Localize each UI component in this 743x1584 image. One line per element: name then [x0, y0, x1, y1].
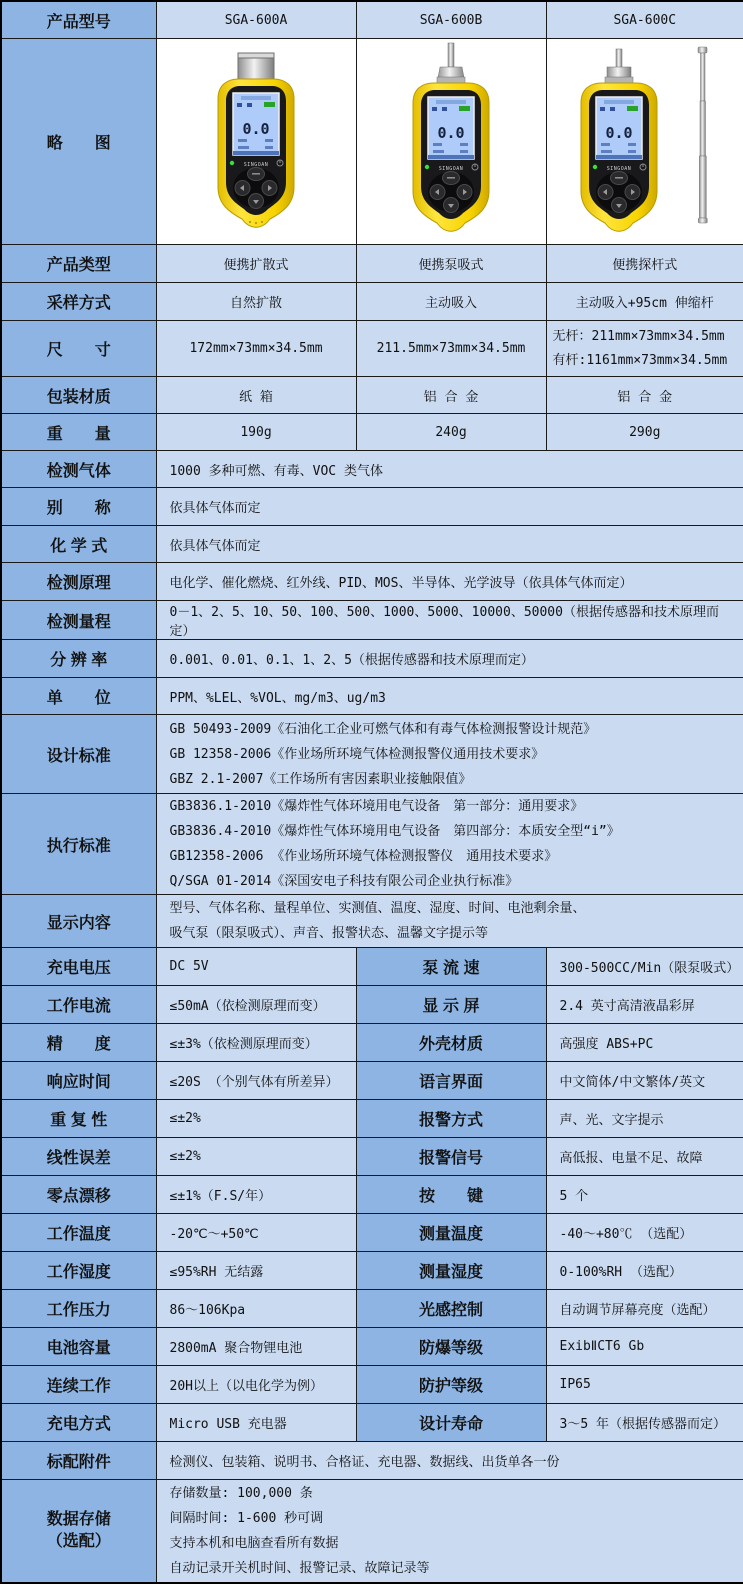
row-label: 分 辨 率 — [1, 640, 156, 678]
row-label: 电池容量 — [1, 1328, 156, 1366]
gas-detector-probe-icon — [560, 41, 730, 237]
row-label: 响应时间 — [1, 1062, 156, 1100]
table-row — [1, 1176, 743, 1214]
row-label: 工作压力 — [1, 1290, 156, 1328]
spec-value: DC 5V — [156, 948, 356, 986]
row-label: 设计寿命 — [356, 1404, 546, 1442]
row-label: 光感控制 — [356, 1290, 546, 1328]
spec-value: 依具体气体而定 — [156, 526, 743, 563]
standard-line: Q/SGA 01-2014《深国安电子科技有限公司企业执行标准》 — [169, 874, 519, 889]
spec-value: ≤20S （个别气体有所差异） — [156, 1062, 356, 1100]
display-content-line: 吸气泵（限泵吸式）、声音、报警状态、温馨文字提示等 — [169, 926, 489, 941]
spec-value: 240g — [356, 414, 546, 451]
spec-value: 211.5mm×73mm×34.5mm — [356, 321, 546, 377]
spec-value: 300-500CC/Min（限泵吸式） — [546, 948, 743, 986]
device-photo-sga-600b — [356, 39, 546, 245]
row-label: 执行标准 — [1, 794, 156, 895]
row-label: 检测量程 — [1, 601, 156, 640]
spec-value: 自然扩散 — [156, 283, 356, 321]
spec-value: 电化学、催化燃烧、红外线、PID、MOS、半导体、光学波导（依具体气体而定） — [156, 563, 743, 601]
storage-line: 存储数量: 100,000 条 — [169, 1486, 313, 1501]
row-label: 检测原理 — [1, 563, 156, 601]
spec-value: PPM、%LEL、%VOL、mg/m3、ug/m3 — [156, 678, 743, 715]
table-row — [1, 715, 743, 794]
table-row — [1, 451, 743, 488]
spec-value: 自动调节屏幕亮度（选配） — [546, 1290, 743, 1328]
table-row — [1, 794, 743, 895]
table-row-model — [1, 1, 743, 39]
spec-value: 172mm×73mm×34.5mm — [156, 321, 356, 377]
spec-value: 依具体气体而定 — [156, 488, 743, 526]
display-content-line: 型号、气体名称、量程单位、实测值、温度、湿度、时间、电池剩余量、 — [169, 901, 586, 916]
spec-value: 20H以上（以电化学为例） — [156, 1366, 356, 1404]
table-row — [1, 321, 743, 377]
dimension-with-rod: 有杆:1161mm×73mm×34.5mm — [552, 352, 728, 368]
spec-value: 290g — [546, 414, 743, 451]
brand-text: SINGOAN — [438, 166, 464, 172]
gas-detector-pump-icon — [376, 41, 526, 237]
row-label: 工作湿度 — [1, 1252, 156, 1290]
row-label: 语言界面 — [356, 1062, 546, 1100]
brand-text: SINGOAN — [606, 166, 632, 172]
spec-value: 0-100%RH （选配） — [546, 1252, 743, 1290]
row-label: 重 量 — [1, 414, 156, 451]
table-row — [1, 1290, 743, 1328]
model-a: SGA-600A — [156, 1, 356, 39]
screen-reading: 0.0 — [605, 124, 633, 142]
table-row — [1, 488, 743, 526]
spec-value: ≤±2% — [156, 1138, 356, 1176]
standard-line: GBZ 2.1-2007《工作场所有害因素职业接触限值》 — [169, 771, 472, 787]
spec-value: ≤±2% — [156, 1100, 356, 1138]
spec-value: 高低报、电量不足、故障 — [546, 1138, 743, 1176]
row-label: 显示内容 — [1, 895, 156, 948]
row-label: 防护等级 — [356, 1366, 546, 1404]
spec-value: -20℃～+50℃ — [156, 1214, 356, 1252]
row-label: 充电方式 — [1, 1404, 156, 1442]
model-b: SGA-600B — [356, 1, 546, 39]
spec-value: 便携泵吸式 — [356, 245, 546, 283]
spec-value: 检测仪、包装箱、说明书、合格证、充电器、数据线、出货单各一份 — [156, 1442, 743, 1480]
spec-value — [156, 895, 743, 948]
row-label: 防爆等级 — [356, 1328, 546, 1366]
storage-line: 间隔时间: 1-600 秒可调 — [169, 1511, 324, 1526]
spec-value: ≤±1%（F.S/年） — [156, 1176, 356, 1214]
spec-value: 便携扩散式 — [156, 245, 356, 283]
table-row — [1, 640, 743, 678]
spec-value — [156, 715, 743, 794]
row-label: 充电电压 — [1, 948, 156, 986]
row-label: 显 示 屏 — [356, 986, 546, 1024]
standard-line: GB 12358-2006《作业场所环境气体检测报警仪通用技术要求》 — [169, 746, 545, 762]
table-row — [1, 1024, 743, 1062]
spec-value: 2800mA 聚合物锂电池 — [156, 1328, 356, 1366]
standard-line: GB3836.4-2010《爆炸性气体环境用电气设备 第四部分：本质安全型“i”》 — [169, 824, 620, 839]
row-label: 线性误差 — [1, 1138, 156, 1176]
spec-value: 高强度 ABS+PC — [546, 1024, 743, 1062]
table-row-storage — [1, 1480, 743, 1584]
row-label: 产品类型 — [1, 245, 156, 283]
spec-value: 190g — [156, 414, 356, 451]
spec-value: 中文简体/中文繁体/英文 — [546, 1062, 743, 1100]
row-label: 工作温度 — [1, 1214, 156, 1252]
spec-value: 主动吸入 — [356, 283, 546, 321]
spec-value: IP65 — [546, 1366, 743, 1404]
table-row — [1, 1404, 743, 1442]
table-row — [1, 1062, 743, 1100]
spec-value: 纸 箱 — [156, 377, 356, 414]
spec-value: Micro USB 充电器 — [156, 1404, 356, 1442]
spec-value: 86～106Kpa — [156, 1290, 356, 1328]
spec-value: 铝 合 金 — [546, 377, 743, 414]
row-label: 重 复 性 — [1, 1100, 156, 1138]
model-row-label: 产品型号 — [1, 1, 156, 39]
row-label: 测量湿度 — [356, 1252, 546, 1290]
table-row — [1, 948, 743, 986]
row-label: 检测气体 — [1, 451, 156, 488]
row-label: 报警方式 — [356, 1100, 546, 1138]
spec-value: 便携探杆式 — [546, 245, 743, 283]
table-row — [1, 986, 743, 1024]
table-row-accessories — [1, 1442, 743, 1480]
telescopic-rod-icon — [698, 47, 707, 223]
table-row — [1, 895, 743, 948]
storage-label-line: （选配） — [46, 1533, 111, 1550]
row-label: 采样方式 — [1, 283, 156, 321]
row-label: 泵 流 速 — [356, 948, 546, 986]
standard-line: GB 50493-2009《石油化工企业可燃气体和有毒气体检测报警设计规范》 — [169, 721, 597, 737]
dimension-no-rod: 无杆：211mm×73mm×34.5mm — [552, 328, 725, 344]
spec-value: ≤±3%（依检测原理而变） — [156, 1024, 356, 1062]
row-label: 单 位 — [1, 678, 156, 715]
table-row — [1, 283, 743, 321]
brand-text: SINGOAN — [243, 162, 269, 168]
row-label — [1, 1480, 156, 1584]
row-label: 外壳材质 — [356, 1024, 546, 1062]
row-label: 零点漂移 — [1, 1176, 156, 1214]
row-label: 包装材质 — [1, 377, 156, 414]
row-label: 测量温度 — [356, 1214, 546, 1252]
table-row — [1, 1214, 743, 1252]
row-label: 工作电流 — [1, 986, 156, 1024]
table-row — [1, 1100, 743, 1138]
spec-value: 0－1、2、5、10、50、100、500、1000、5000、10000、50000（根据传感器和技术原理而定） — [156, 601, 743, 640]
storage-line: 支持本机和电脑查看所有数据 — [169, 1536, 339, 1551]
model-c: SGA-600C — [546, 1, 743, 39]
spec-value: 0.001、0.01、0.1、1、2、5（根据传感器和技术原理而定） — [156, 640, 743, 678]
device-photo-sga-600a — [156, 39, 356, 245]
table-row — [1, 1252, 743, 1290]
table-row — [1, 245, 743, 283]
spec-value: -40～+80℃ （选配） — [546, 1214, 743, 1252]
table-row — [1, 678, 743, 715]
screen-reading: 0.0 — [242, 120, 270, 138]
row-label: 精 度 — [1, 1024, 156, 1062]
standard-line: GB3836.1-2010《爆炸性气体环境用电气设备 第一部分：通用要求》 — [169, 799, 584, 814]
spec-value: 声、光、文字提示 — [546, 1100, 743, 1138]
gas-detector-icon — [181, 41, 331, 237]
table-row — [1, 601, 743, 640]
device-photo-sga-600c — [546, 39, 743, 245]
sketch-row-label: 略 图 — [1, 39, 156, 245]
screen-reading: 0.0 — [437, 124, 465, 142]
row-label: 报警信号 — [356, 1138, 546, 1176]
spec-value: 1000 多种可燃、有毒、VOC 类气体 — [156, 451, 743, 488]
table-row — [1, 414, 743, 451]
storage-label-line: 数据存储 — [46, 1511, 111, 1528]
spec-value: ≤95%RH 无结露 — [156, 1252, 356, 1290]
spec-value: 2.4 英寸高清液晶彩屏 — [546, 986, 743, 1024]
spec-value — [156, 1480, 743, 1584]
row-label: 化 学 式 — [1, 526, 156, 563]
spec-value: ≤50mA（依检测原理而变） — [156, 986, 356, 1024]
table-row — [1, 1366, 743, 1404]
table-row — [1, 377, 743, 414]
spec-value: ExibⅡCT6 Gb — [546, 1328, 743, 1366]
table-row — [1, 1328, 743, 1366]
row-label: 设计标准 — [1, 715, 156, 794]
spec-value: 铝 合 金 — [356, 377, 546, 414]
standard-line: GB12358-2006 《作业场所环境气体检测报警仪 通用技术要求》 — [169, 849, 558, 864]
table-row — [1, 526, 743, 563]
row-label: 按 键 — [356, 1176, 546, 1214]
spec-value — [156, 794, 743, 895]
spec-value: 主动吸入+95cm 伸缩杆 — [546, 283, 743, 321]
row-label: 别 称 — [1, 488, 156, 526]
row-label: 尺 寸 — [1, 321, 156, 377]
row-label: 标配附件 — [1, 1442, 156, 1480]
table-row-sketch — [1, 39, 743, 245]
spec-value: 5 个 — [546, 1176, 743, 1214]
table-row — [1, 563, 743, 601]
spec-value: 3～5 年（根据传感器而定） — [546, 1404, 743, 1442]
storage-line: 自动记录开关机时间、报警记录、故障记录等 — [169, 1561, 430, 1576]
row-label: 连续工作 — [1, 1366, 156, 1404]
table-row — [1, 1138, 743, 1176]
spec-value — [546, 321, 743, 377]
